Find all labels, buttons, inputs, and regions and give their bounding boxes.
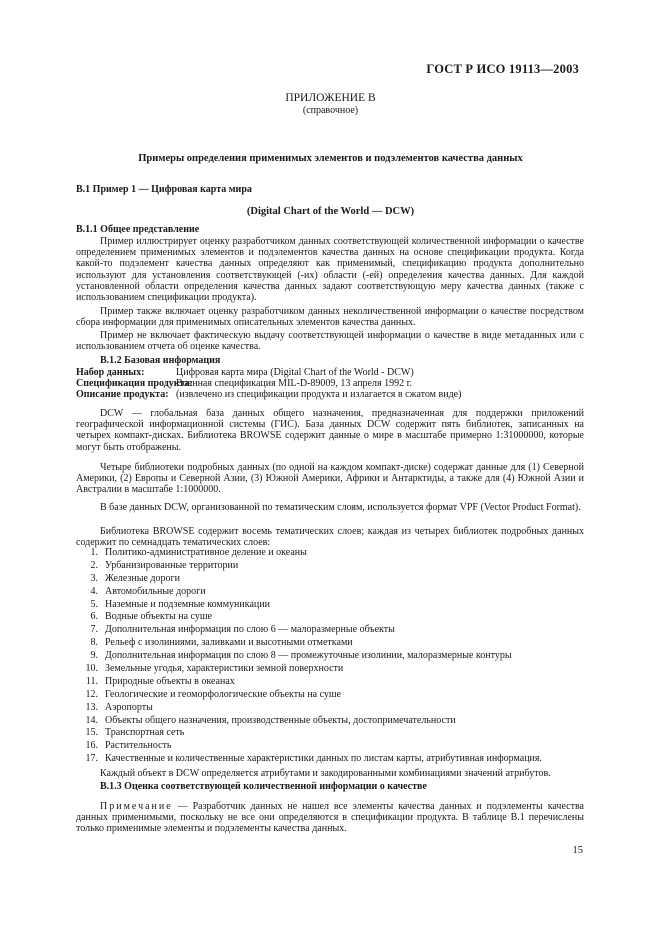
thematic-layers-list — [76, 547, 596, 766]
paragraph-dcw-description: DCW — глобальная база данных общего назначения, предназначенная для поддержки приложений географической информационной системы (ГИС). База данных DCW содержит пять библиотек, записанных на четырех компакт-дисках. Библиотека BROWSE содержит данные о мире в масштабе примерно 1:31000000, которые могут быть отображены. — [76, 408, 584, 453]
list-item: 15. Транспортная сеть — [85, 727, 185, 739]
basic-info-desc: Цифровая карта мира (Digital Chart of the World - DCW) — [176, 367, 414, 378]
list-item: 3. Железные дороги — [90, 572, 180, 584]
paragraph-vpf: В базе данных DCW, организованной по тематическим слоям, используется формат VPF (Vector Product Format). — [100, 502, 581, 513]
list-item: 6. Водные объекты на суше — [90, 611, 212, 623]
basic-info-term: Описание продукта: — [76, 389, 169, 401]
list-item: 4. Автомобильные дороги — [90, 585, 206, 597]
section-b13-heading: В.1.3 Оценка соответствующей количественной информации о качестве — [100, 781, 427, 792]
list-item: 14. Объекты общего назначения, производственные объекты, достопримечательности — [85, 714, 456, 726]
paragraph-libraries: Четыре библиотеки подробных данных (по одной на каждом компакт-диске) содержат данные для (1) Северной Америки, (2) Европы и Северной Азии, (3) Южной Америки, Африки и Антарктиды, а также для (4) Южной Азии и Австралии в масштабе 1:1000000. — [76, 462, 584, 496]
basic-info-term: Спецификация продукта: — [76, 378, 193, 390]
list-item: 11. Природные объекты в океанах — [85, 675, 235, 687]
paragraph-exclusion: Пример не включает фактическую выдачу соответствующей информации о качестве в виде метаданных или с использованием отчета об оценке качества. — [76, 330, 584, 353]
section-b12-heading: В.1.2 Базовая информация — [100, 355, 221, 366]
note-label: Примечание — [100, 801, 173, 812]
list-item: 12. Геологические и геоморфологические объекты на суше — [85, 688, 342, 700]
list-item: 1. Политико-административное деление и океаны — [90, 547, 307, 558]
note-text: — Разработчик данных не нашел все элементы качества данных и подэлементы качества данных применимыми, поскольку не все они определяются в спецификации продукта. В таблице В.1 перечислены только применимые элементы и подэлементы качества данных. — [76, 801, 584, 835]
annex-title: ПРИЛОЖЕНИЕ В — [285, 92, 376, 104]
list-item: 5. Наземные и подземные коммуникации — [90, 598, 270, 610]
note-paragraph — [76, 801, 584, 835]
list-item: 10. Земельные угодья, характеристики земной поверхности — [85, 663, 344, 675]
paragraph-overview: Пример иллюстрирует оценку разработчиком данных соответствующей количественной информации о качестве определением применимых элементов и подэлементов качества данных на основе спецификации продукта. Когда какой-то подэлемент качества данных определяют как применимый, спецификацию продукта дополнительно используют для установления соответствующей (-их) области (-ей) определения качества данных. Для каждой установленной области определения качества данных задают соответствующую меру качества данных (также с использованием спецификации продукта). — [76, 236, 584, 304]
basic-info-desc: Военная спецификация MIL-D-89009, 13 апреля 1992 г. — [176, 378, 413, 390]
annex-subtitle: (справочное) — [302, 105, 359, 116]
paragraph-attributes: Каждый объект в DCW определяется атрибутами и закодированными комбинациями значений атрибутов. — [100, 768, 551, 779]
basic-info-desc: (извлечено из спецификации продукта и излагается в сжатом виде) — [176, 389, 462, 401]
main-title: Примеры определения применимых элементов и подэлементов качества данных — [138, 153, 523, 164]
paragraph-browse: Библиотека BROWSE содержит восемь тематических слоев; каждая из четырех библиотек подробных данных содержит по семнадцать тематических слоев: — [76, 526, 584, 549]
section-b11-heading: В.1.1 Общее представление — [76, 224, 200, 235]
section-b1-heading: В.1 Пример 1 — Цифровая карта мира — [76, 184, 252, 195]
dcw-title: (Digital Chart of the World — DCW) — [246, 206, 415, 217]
list-item: 17. Качественные и количественные характеристики данных по листам карты, атрибутивная информация. — [85, 753, 543, 765]
list-item: 7. Дополнительная информация по слою 6 — малоразмерные объекты — [90, 624, 395, 636]
list-item: 8. Рельеф с изолиниями, заливками и высотными отметками — [90, 637, 353, 649]
list-item: 13. Аэропорты — [85, 701, 153, 713]
page-number: 15 — [572, 845, 583, 856]
standard-designation: ГОСТ Р ИСО 19113—2003 — [426, 62, 579, 76]
list-item: 9. Дополнительная информация по слою 8 — промежуточные изолинии, малоразмерные контуры — [90, 650, 512, 662]
basic-info-term: Набор данных: — [76, 367, 145, 378]
list-item: 2. Урбанизированные территории — [90, 559, 239, 571]
list-item: 16. Растительность — [85, 740, 172, 752]
paragraph-nonquantitative: Пример также включает оценку разработчиком данных неколичественной информации о качестве посредством сбора информации для применимых описательных элементов качества данных. — [76, 306, 584, 329]
